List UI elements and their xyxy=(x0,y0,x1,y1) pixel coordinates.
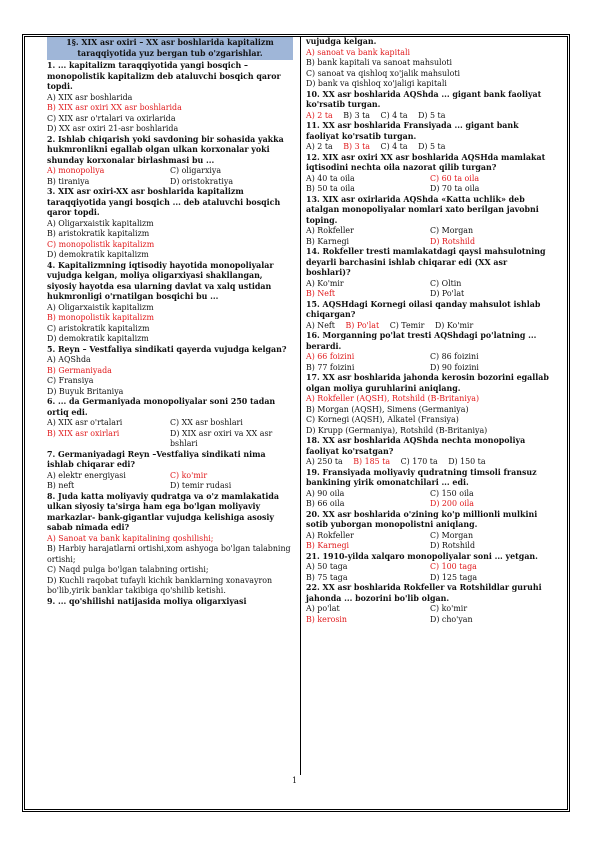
correct-option: A) Rokfeller (AQSH), Rotshild (B-Britaniya) xyxy=(306,394,480,403)
correct-option: D) 200 oila xyxy=(430,499,474,508)
option: C) ko'mir xyxy=(430,604,468,613)
option: B) aristokratik kapitalizm xyxy=(47,229,150,238)
option: D) demokratik kapitalizm xyxy=(47,250,149,259)
option-row xyxy=(306,457,554,468)
option: A) Rokfeller xyxy=(306,226,354,235)
option-row xyxy=(306,573,554,584)
option: A) Oligarxaistik kapitalizm xyxy=(47,302,154,312)
option: B) bank kapitali va sanoat mahsuloti xyxy=(306,58,453,67)
question-22: 22. XX asr boshlarida Rokfeller va Rotshildlar guruhi jahonda ... bozorini bo'lib olgan. xyxy=(306,583,542,603)
option-row xyxy=(306,352,554,363)
option: A) Oligarxaistik kapitalizm xyxy=(47,218,154,228)
right-column xyxy=(306,37,554,625)
option: A) elektr energiyasi xyxy=(47,470,126,480)
option: C) Kornegi (AQSH), Alkatel (Fransiya) xyxy=(306,415,459,424)
option: A) 40 ta oila xyxy=(306,173,355,183)
option: C) oligarxiya xyxy=(170,166,222,175)
option: D) 70 ta oila xyxy=(430,184,480,193)
option-row xyxy=(306,363,554,374)
option-row xyxy=(47,481,293,492)
correct-option: B) Germaniyada xyxy=(47,365,112,375)
option-row xyxy=(306,279,554,290)
option-row xyxy=(306,174,554,185)
question-1: 1. ... kapitalizm taraqqiyotida yangi bosqich – monopolistik kapitalizm deb ataluvchi bosqich qaror topdi. xyxy=(47,61,281,91)
correct-option: B) XIX asr oxiri XX asr boshlarida xyxy=(47,103,182,112)
option: A) po'lat xyxy=(306,604,340,613)
option: A) XIX asr boshlarida xyxy=(47,92,133,102)
option: D) bank va qishloq xo'jaligi kapitali xyxy=(306,79,447,88)
option: C) Fransiya xyxy=(47,376,94,385)
option-row xyxy=(306,615,554,626)
option: B) Morgan (AQSH), Simens (Germaniya) xyxy=(306,404,469,414)
option-row xyxy=(306,142,554,153)
correct-option: C) 100 taga xyxy=(430,562,477,571)
question-3: 3. XIX asr oxiri-XX asr boshlarida kapitalizm taraqqiyotida yangi bosqich ... deb ataluvchi bosqich qaror topdi. xyxy=(47,187,281,217)
option-row xyxy=(306,604,554,615)
option-row xyxy=(306,531,554,542)
section-header: 1§. XIX asr oxiri – XX asr boshlarida kapitalizm taraqqiyotida yuz bergan tub o'zgarishlar. xyxy=(47,37,293,60)
correct-option: A) Sanoat va bank kapitalining qoshilishi; xyxy=(47,533,214,543)
option: D) 125 taga xyxy=(430,572,478,582)
option: B) 77 foizini xyxy=(306,362,355,372)
option: C) Morgan xyxy=(430,226,474,235)
option: A) 90 oila xyxy=(306,488,345,498)
correct-option: D) Rotshild xyxy=(430,236,476,246)
correct-option: C) monopolistik kapitalizm xyxy=(47,239,155,249)
option: B) 75 taga xyxy=(306,572,348,582)
option: B) neft xyxy=(47,481,75,490)
option: D) 5 ta xyxy=(418,142,446,151)
option: C) 170 ta xyxy=(400,457,438,466)
question-12: 12. XIX asr oxiri XX asr boshlarida AQSHda mamlakat iqtisodini nechta oila nazorat qilib turgan? xyxy=(306,152,546,172)
question-7: 7. Germaniyadagi Reyn –Vestfaliya sindikati nima ishlab chiqarar edi? xyxy=(47,449,266,469)
page-number: 1 xyxy=(292,776,298,785)
column-divider xyxy=(300,37,301,775)
question-4: 4. Kapitalizmning iqtisodiy hayotida monopoliyalar vujudga kelgan, moliya oligarxiyasi shakllangan, siyosiy hayotda esa ularning davlat va xalq ustidan hukmronligi o'rnatilgan bosqichi bu ... xyxy=(47,260,274,301)
option: C) 150 oila xyxy=(430,488,474,498)
question-16: 16. Morganning po'lat tresti AQShdagi po'latning ... berardi. xyxy=(306,331,537,351)
question-19: 19. Fransiyada moliyaviy qudratning timsoli fransuz bankining yirik omonatchilari ... edi. xyxy=(306,467,537,487)
option-row xyxy=(306,289,554,300)
question-21: 21. 1910-yilda xalqaro monopoliyalar soni ... yetgan. xyxy=(306,551,538,561)
option: D) XIX asr oxiri va XX asr bshlari xyxy=(170,428,273,448)
option: D) 150 ta xyxy=(448,457,486,466)
question-17: 17. XX asr boshlarida jahonda kerosin bozorini egallab olgan moliya guruhlarini aniqlang. xyxy=(306,373,549,393)
option: A) XIX asr o'rtalari xyxy=(47,418,123,427)
option: A) 250 ta xyxy=(306,457,343,466)
correct-option: B) 185 ta xyxy=(353,457,391,466)
question-18: 18. XX asr boshlarida AQShda nechta monopoliya faoliyat ko'rsatgan? xyxy=(306,436,526,456)
option: A) Neft xyxy=(306,320,335,330)
option: C) 4 ta xyxy=(380,110,408,120)
option: A) 50 taga xyxy=(306,562,348,571)
option: D) Buyuk Britaniya xyxy=(47,386,124,396)
correct-option: B) kerosin xyxy=(306,614,348,624)
question-11: 11. XX asr boshlarida Fransiyada ... gigant bank faoliyat ko'rsatib turgan. xyxy=(306,121,519,141)
correct-option: B) Neft xyxy=(306,289,336,298)
question-9-continued: vujudga kelgan. xyxy=(306,37,377,46)
correct-option: A) sanoat va bank kapitali xyxy=(306,47,411,57)
left-column xyxy=(47,37,293,607)
option: A) AQShda xyxy=(47,355,91,364)
option-row xyxy=(47,166,293,177)
question-20: 20. XX asr boshlarida o'zining ko'p millionli mulkini sotib yuborgan monopolistni aniqlang. xyxy=(306,509,538,529)
option: A) 2 ta xyxy=(306,142,333,151)
correct-option: B) monopolistik kapitalizm xyxy=(47,313,154,322)
option: C) XX asr boshlari xyxy=(170,418,243,427)
option: B) Karnegi xyxy=(306,236,350,246)
question-10: 10. XX asr boshlarida AQShda ... gigant bank faoliyat ko'rsatib turgan. xyxy=(306,89,542,109)
option: D) demokratik kapitalizm xyxy=(47,334,149,343)
question-5: 5. Reyn – Vestfaliya sindikati qayerda vujudga kelgan? xyxy=(47,344,287,354)
option: C) Oltin xyxy=(430,278,462,288)
option: D) XX asr oxiri 21-asr boshlarida xyxy=(47,124,179,133)
question-15: 15. AQSHdagi Kornegi oilasi qanday mahsulot ishlab chiqargan? xyxy=(306,299,541,319)
option-row xyxy=(306,237,554,248)
correct-option: B) XIX asr oxirlari xyxy=(47,428,120,438)
option: D) Po'lat xyxy=(430,289,465,298)
correct-option: A) 2 ta xyxy=(306,110,333,120)
option: C) sanoat va qishloq xo'jalik mahsuloti xyxy=(306,68,461,78)
option: D) Rotshild xyxy=(430,541,476,550)
option-row xyxy=(306,226,554,237)
option: C) Temir xyxy=(389,320,425,330)
option: C) aristokratik kapitalizm xyxy=(47,323,150,333)
option-row xyxy=(306,321,554,332)
option: A) Ko'mir xyxy=(306,278,344,288)
option: C) Naqd pulga bo'lgan talabning ortishi; xyxy=(47,565,209,574)
option: B) Harbiy harajatlarni ortishi,xom ashyoga bo'lgan talabning ortishi; xyxy=(47,544,291,564)
option: B) 50 ta oila xyxy=(306,184,355,193)
question-6: 6. ... da Germaniyada monopoliyalar soni 250 tadan ortiq edi. xyxy=(47,397,276,417)
question-8: 8. Juda katta moliyaviy qudratga va o'z mamlakatida ulkan siyosiy ta'sirga ham ega bo'lgan moliyaviy markazlar- bank-gigantlar vujudga kelishiga asosiy sabab nimada edi? xyxy=(47,491,279,532)
question-2: 2. Ishlab chiqarish yoki savdoning bir sohasida yakka hukmronlikni egallab olgan ulkan korxonalar yoki shunday korxonalar birlashmasi bu ... xyxy=(47,134,284,165)
option: D) cho'yan xyxy=(430,614,473,624)
option: D) 5 ta xyxy=(418,110,446,120)
option-row xyxy=(47,429,293,450)
option: D) oristokratiya xyxy=(170,176,234,186)
option: D) temir rudasi xyxy=(170,481,232,490)
correct-option: C) ko'mir xyxy=(170,470,208,480)
option-row xyxy=(47,418,293,429)
correct-option: B) Po'lat xyxy=(345,320,380,330)
option: C) XIX asr o'rtalari va oxirlarida xyxy=(47,113,176,123)
option: B) 66 oila xyxy=(306,499,345,508)
question-9: 9. ... qo'shilishi natijasida moliya oligarxiyasi xyxy=(47,596,247,606)
question-13: 13. XIX asr oxirlarida AQShda «Katta uchlik» deb atalgan monopoliyalar nomlari xato berilgan javobni toping. xyxy=(306,194,539,225)
option-row xyxy=(306,499,554,510)
correct-option: A) 66 foizini xyxy=(306,352,355,361)
option: D) Kuchli raqobat tufayli kichik banklarning xonavayron bo'lib,yirik banklar takibiga qo'shilib ketishi. xyxy=(47,575,273,595)
option-row xyxy=(306,541,554,552)
option-row xyxy=(306,184,554,195)
option: D) Ko'mir xyxy=(434,320,474,330)
option: D) Krupp (Germaniya), Rotshild (B-Britaniya) xyxy=(306,425,488,435)
option-row xyxy=(306,562,554,573)
option: C) Morgan xyxy=(430,530,474,540)
correct-option: C) 60 ta oila xyxy=(430,173,480,183)
option: C) 4 ta xyxy=(380,142,408,151)
option: D) 90 foizini xyxy=(430,362,479,372)
option-row xyxy=(47,471,293,482)
option-row xyxy=(306,111,554,122)
correct-option: B) Karnegi xyxy=(306,541,350,550)
option: A) Rokfeller xyxy=(306,530,354,540)
option: B) tirаniya xyxy=(47,176,90,186)
option: C) 86 foizini xyxy=(430,352,479,361)
option-row xyxy=(47,177,293,188)
option-row xyxy=(306,489,554,500)
correct-option: B) 3 ta xyxy=(343,142,371,151)
correct-option: A) monopoliya xyxy=(47,166,105,175)
option: B) 3 ta xyxy=(343,110,371,120)
question-14: 14. Rokfeller tresti mamlakatdagi qaysi mahsulotning deyarli barchasini ishlab chiqarar edi (XX asr boshlari)? xyxy=(306,247,546,277)
